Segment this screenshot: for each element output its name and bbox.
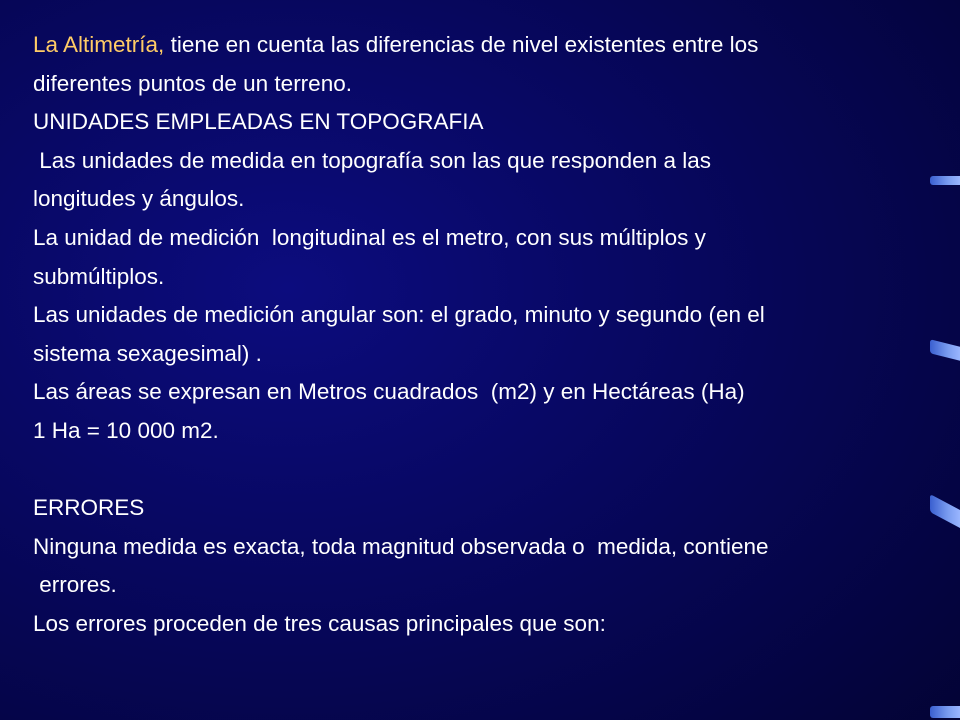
text-line: Las áreas se expresan en Metros cuadrados (m2) y en Hectáreas (Ha) [33,379,745,405]
text-line: La unidad de medición longitudinal es el metro, con sus múltiplos y [33,224,706,250]
text-line: longitudes y ángulos. [33,186,245,212]
text-line: errores. [33,572,117,598]
section-heading-unidades: UNIDADES EMPLEADAS EN TOPOGRAFIA [33,109,484,135]
section-heading-errores: ERRORES [33,495,145,521]
text-line-altimetria [33,26,923,65]
decorative-dash [930,176,960,185]
decorative-dash [930,706,960,718]
altimetria-definition: tiene en cuenta las diferencias de nivel existentes entre los [164,32,759,57]
decorative-dash [930,494,960,528]
text-line: Las unidades de medida en topografía son las que responden a las [33,147,711,173]
text-line: Los errores proceden de tres causas principales que son: [33,610,606,636]
text-line: Las unidades de medición angular son: el grado, minuto y segundo (en el [33,302,765,328]
text-line: diferentes puntos de un terreno. [33,70,352,96]
altimetria-term: La Altimetría, [33,32,165,57]
blank-line [33,451,923,490]
decorative-dash [930,339,960,360]
text-line: sistema sexagesimal) . [33,340,262,366]
text-line: 1 Ha = 10 000 m2. [33,417,219,443]
text-line: submúltiplos. [33,263,165,289]
text-line: Ninguna medida es exacta, toda magnitud observada o medida, contiene [33,533,769,559]
slide-body-text [33,26,923,644]
